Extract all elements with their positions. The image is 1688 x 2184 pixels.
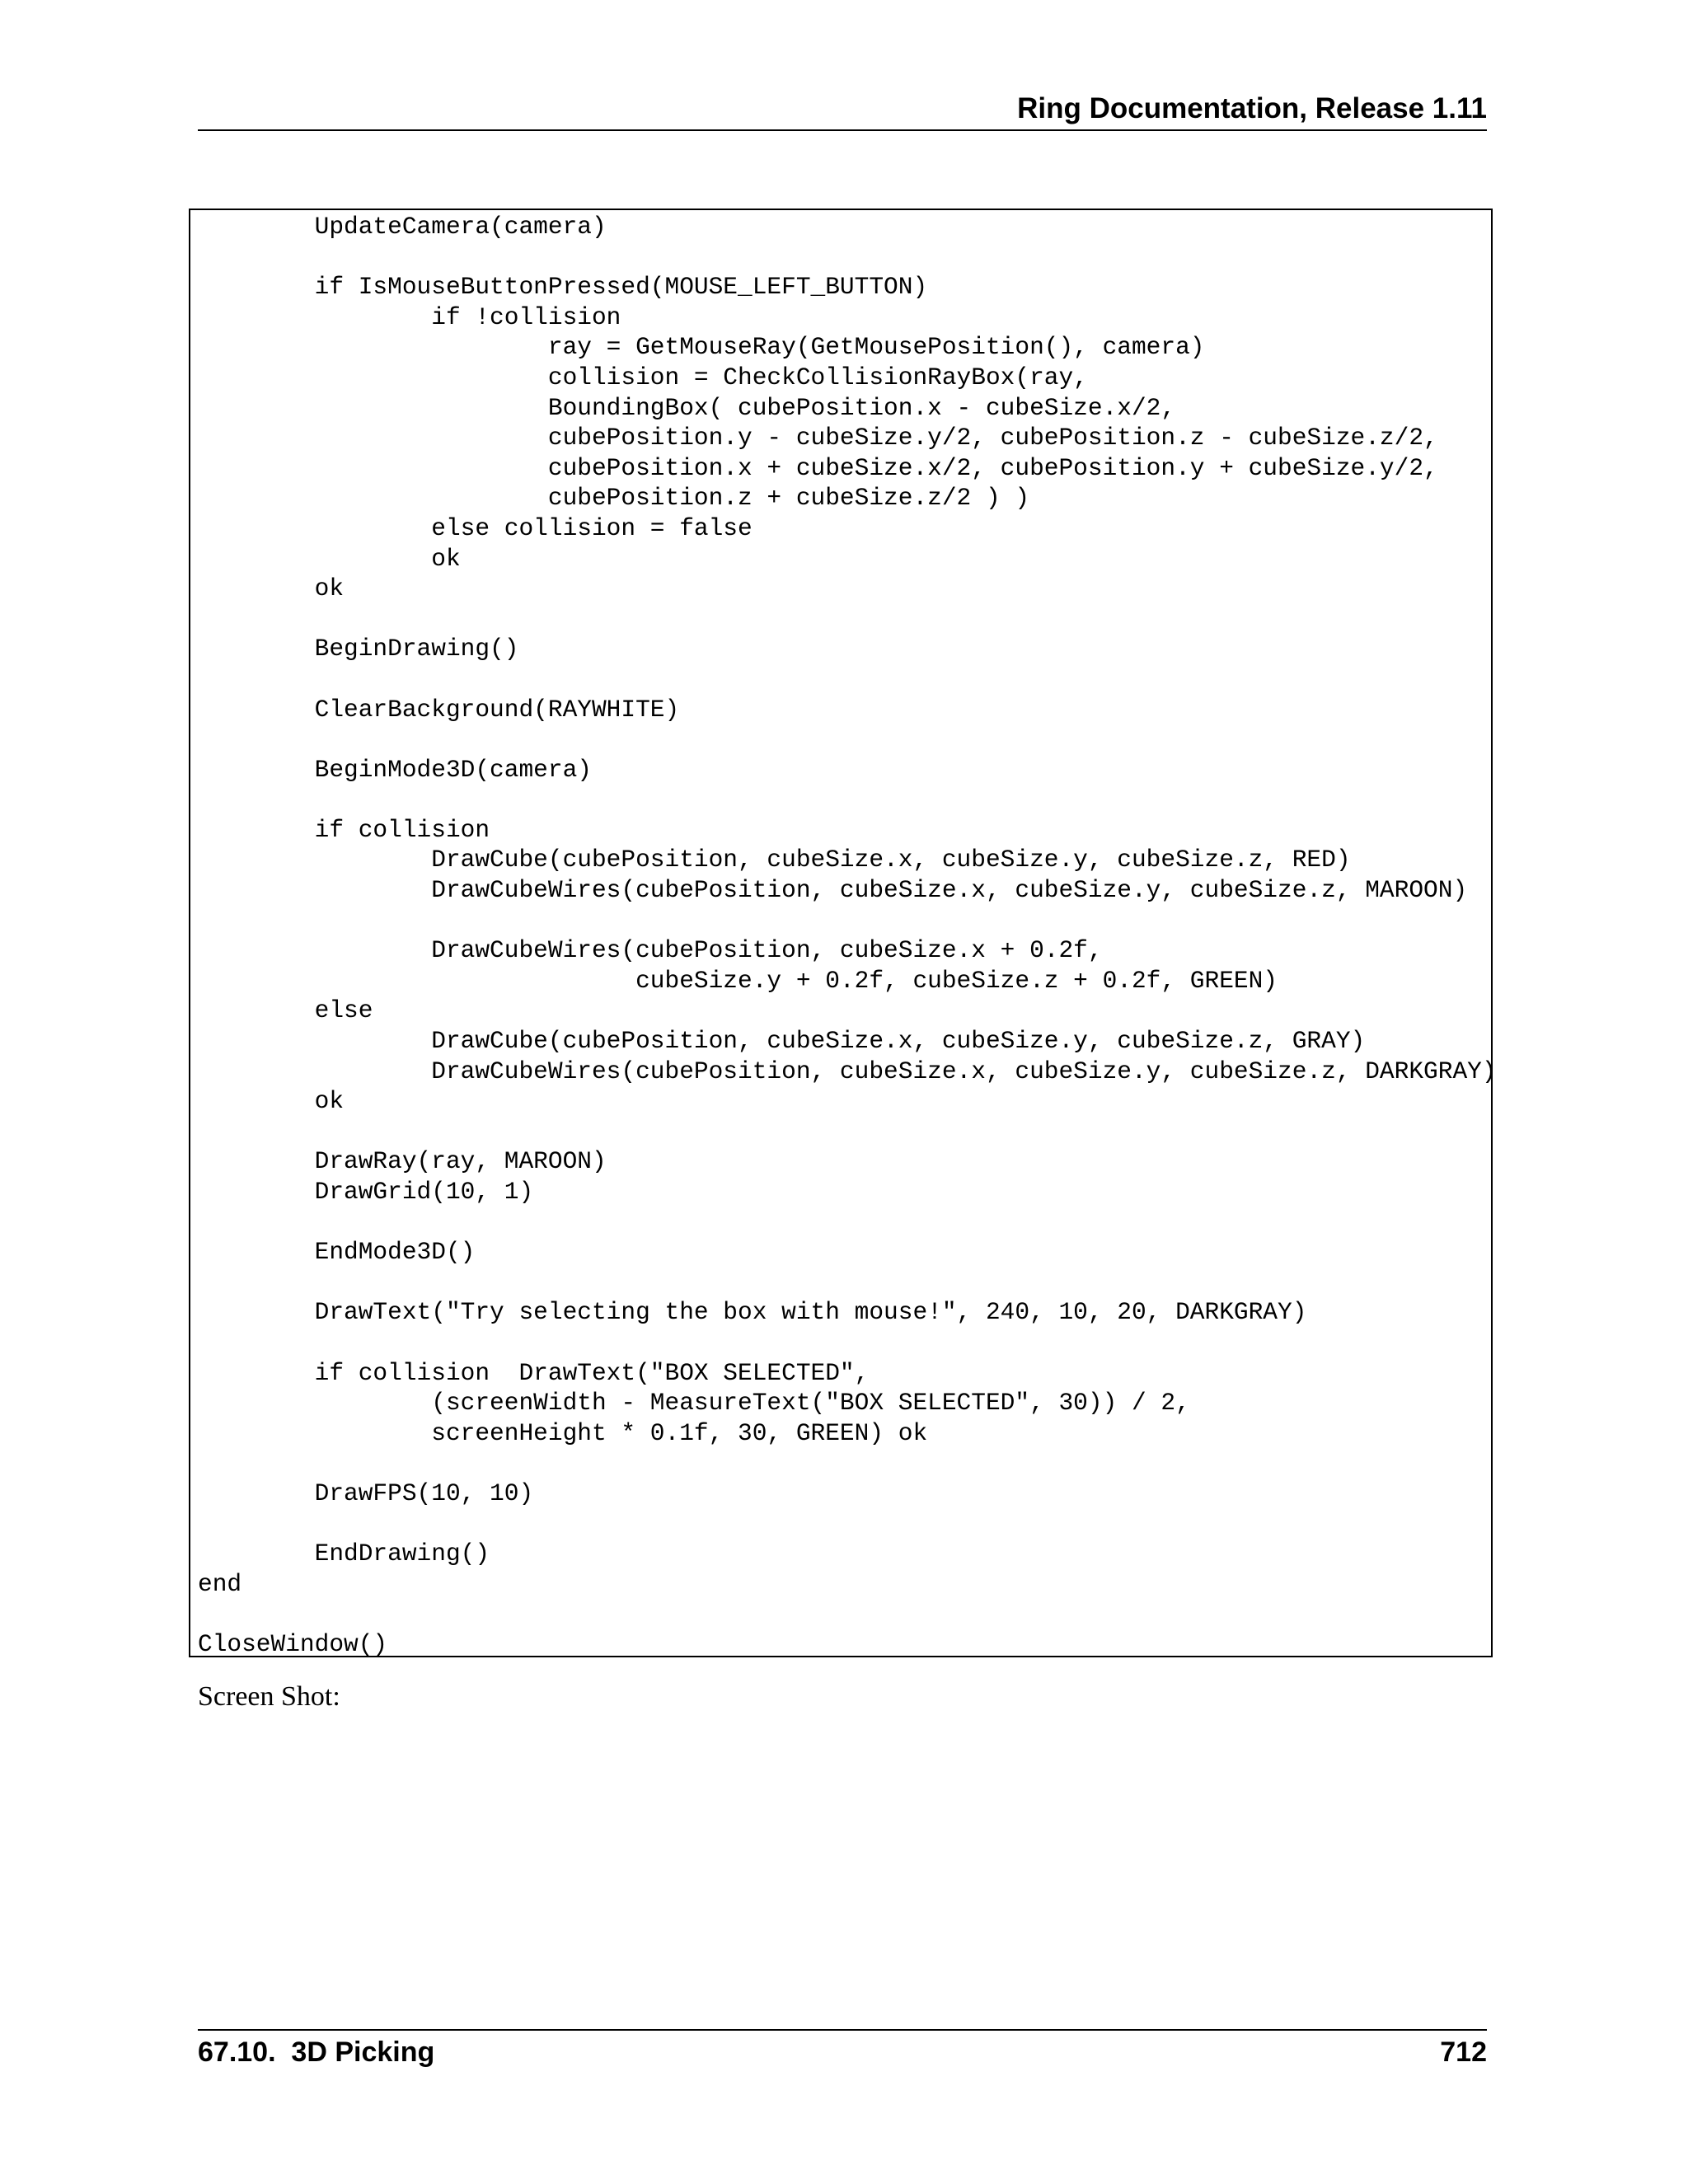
code-line: ray = GetMouseRay(GetMousePosition(), camera) bbox=[198, 333, 1205, 362]
code-line: (screenWidth - MeasureText("BOX SELECTED", 30)) / 2, bbox=[198, 1389, 1190, 1418]
code-line: if IsMouseButtonPressed(MOUSE_LEFT_BUTTON) bbox=[198, 273, 928, 302]
footer-section-title: 67.10. 3D Picking bbox=[198, 2036, 435, 2068]
code-line: collision = CheckCollisionRayBox(ray, bbox=[198, 363, 1088, 391]
code-line: DrawText("Try selecting the box with mouse!", 240, 10, 20, DARKGRAY) bbox=[198, 1298, 1307, 1327]
code-line bbox=[198, 1509, 1497, 1540]
code-line: BoundingBox( cubePosition.x - cubeSize.x/2, bbox=[198, 393, 1176, 422]
code-line bbox=[198, 1448, 1497, 1479]
code-line: DrawCube(cubePosition, cubeSize.x, cubeSize.y, cubeSize.z, RED) bbox=[198, 846, 1351, 874]
code-line bbox=[198, 785, 1497, 815]
code-line bbox=[198, 604, 1497, 635]
code-line bbox=[198, 1328, 1497, 1358]
code-line: cubePosition.y - cubeSize.y/2, cubePosition.z - cubeSize.z/2, bbox=[198, 424, 1438, 452]
code-line: if collision bbox=[198, 815, 490, 844]
code-line bbox=[198, 724, 1497, 755]
code-line: DrawCube(cubePosition, cubeSize.x, cubeSize.y, cubeSize.z, GRAY) bbox=[198, 1027, 1366, 1056]
code-line: ClearBackground(RAYWHITE) bbox=[198, 695, 680, 724]
code-line: ok bbox=[198, 544, 461, 573]
code-line: DrawCubeWires(cubePosition, cubeSize.x, cubeSize.y, cubeSize.z, DARKGRAY) bbox=[198, 1057, 1497, 1085]
footer-rule bbox=[198, 2029, 1487, 2031]
running-header-title: Ring Documentation, Release 1.11 bbox=[1017, 92, 1487, 124]
code-line bbox=[198, 906, 1497, 936]
code-line: cubeSize.y + 0.2f, cubeSize.z + 0.2f, GREEN) bbox=[198, 966, 1278, 995]
footer-page-number: 712 bbox=[1440, 2036, 1487, 2068]
code-line: if !collision bbox=[198, 302, 621, 331]
code-line: else bbox=[198, 996, 373, 1025]
code-line: EndMode3D() bbox=[198, 1238, 476, 1267]
code-line: end bbox=[198, 1569, 242, 1598]
code-line: EndDrawing() bbox=[198, 1540, 490, 1568]
code-line bbox=[198, 1599, 1497, 1629]
code-line bbox=[198, 1268, 1497, 1298]
code-line bbox=[198, 1117, 1497, 1147]
code-line: BeginDrawing() bbox=[198, 635, 519, 663]
code-line: BeginMode3D(camera) bbox=[198, 755, 592, 784]
code-line bbox=[198, 664, 1497, 695]
code-line: DrawGrid(10, 1) bbox=[198, 1178, 534, 1206]
code-line: ok bbox=[198, 574, 345, 603]
header-rule bbox=[198, 129, 1487, 131]
screenshot-caption: Screen Shot: bbox=[198, 1681, 340, 1712]
code-line: DrawFPS(10, 10) bbox=[198, 1479, 534, 1507]
code-line: CloseWindow() bbox=[198, 1629, 388, 1658]
code-line: screenHeight * 0.1f, 30, GREEN) ok bbox=[198, 1418, 928, 1447]
code-line: ok bbox=[198, 1087, 345, 1116]
code-line: if collision DrawText("BOX SELECTED", bbox=[198, 1358, 870, 1387]
code-line: DrawCubeWires(cubePosition, cubeSize.x + 0.2f, bbox=[198, 936, 1103, 965]
code-line: cubePosition.x + cubeSize.x/2, cubePosition.y + cubeSize.y/2, bbox=[198, 453, 1438, 482]
code-line: UpdateCamera(camera) bbox=[198, 213, 607, 241]
code-line: DrawCubeWires(cubePosition, cubeSize.x, cubeSize.y, cubeSize.z, MAROON) bbox=[198, 876, 1468, 905]
code-line: cubePosition.z + cubeSize.z/2 ) ) bbox=[198, 484, 1030, 513]
code-line: DrawRay(ray, MAROON) bbox=[198, 1147, 607, 1176]
code-block bbox=[198, 212, 1497, 1660]
code-line bbox=[198, 1207, 1497, 1238]
code-line: else collision = false bbox=[198, 513, 753, 542]
code-line bbox=[198, 242, 1497, 273]
